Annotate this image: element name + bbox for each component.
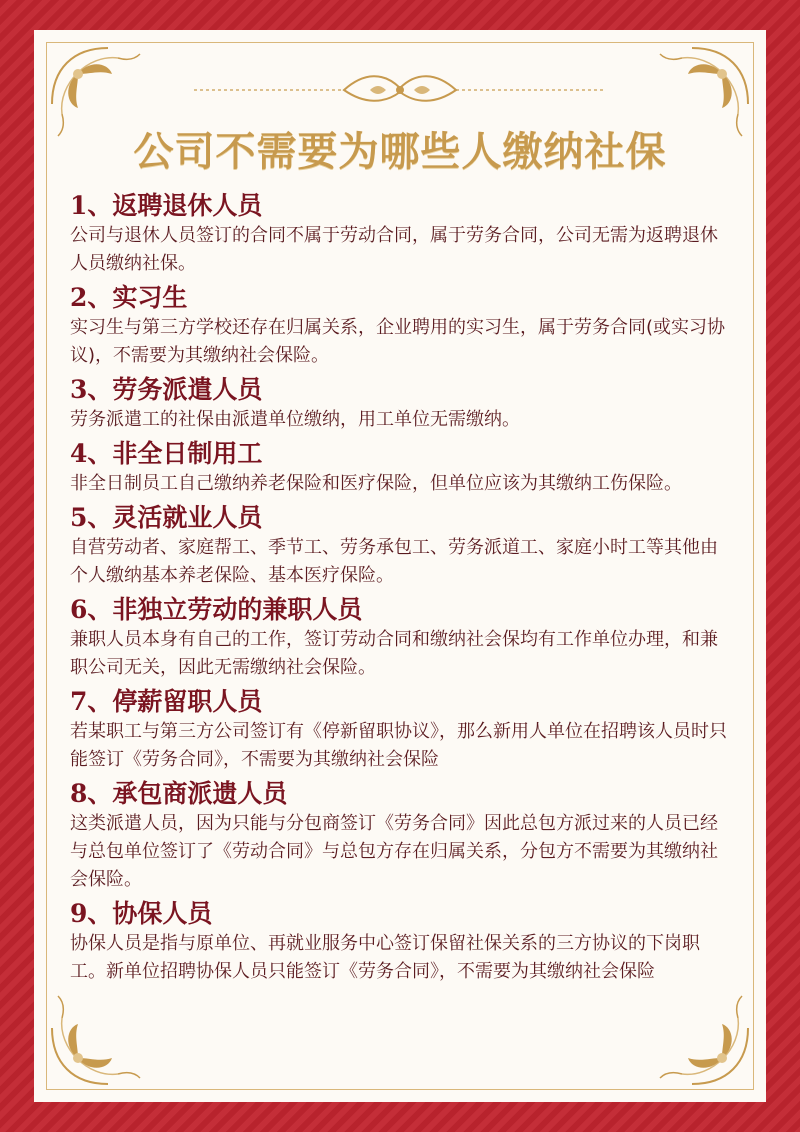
- section-heading: 6、非独立劳动的兼职人员: [70, 595, 363, 624]
- list-item: [70, 282, 735, 370]
- section-heading: 7、停薪留职人员: [70, 687, 263, 716]
- section-body: 非全日制员工自己缴纳养老保险和医疗保险，但单位应该为其缴纳工伤保险。: [70, 473, 682, 494]
- section-body: 公司与退休人员签订的合同不属于劳动合同，属于劳务合同，公司无需为返聘退休人员缴纳社保。: [70, 225, 718, 274]
- list-item: [70, 374, 735, 434]
- section-body: 若某职工与第三方公司签订有《停新留职协议》，那么新用人单位在招聘该人员时只能签订《劳务合同》，不需要为其缴纳社会保险: [70, 721, 727, 770]
- list-item: [70, 594, 735, 682]
- section-heading: 8、承包商派遗人员: [70, 779, 288, 808]
- list-item: [70, 438, 735, 498]
- list-item: [70, 190, 735, 278]
- list-item: [70, 898, 735, 986]
- section-heading: 4、非全日制用工: [70, 439, 263, 468]
- list-item: [70, 778, 735, 894]
- section-body: 劳务派遣工的社保由派遣单位缴纳，用工单位无需缴纳。: [70, 409, 520, 430]
- section-heading: 5、灵活就业人员: [70, 503, 263, 532]
- section-body: 实习生与第三方学校还存在归属关系，企业聘用的实习生，属于劳务合同(或实习协议)，不需要为其缴纳社会保险。: [70, 317, 726, 366]
- section-body: 这类派遣人员，因为只能与分包商签订《劳务合同》因此总包方派过来的人员已经与总包单位签订了《劳动合同》与总包方存在归属关系，分包方不需要为其缴纳社会保险。: [70, 813, 718, 890]
- section-heading: 9、协保人员: [70, 899, 213, 928]
- poster-paper: [34, 30, 766, 1102]
- section-body: 协保人员是指与原单位、再就业服务中心签订保留社保关系的三方协议的下岗职工。新单位招聘协保人员只能签订《劳务合同》，不需要为其缴纳社会保险: [70, 933, 700, 982]
- content-list: [70, 190, 735, 990]
- title-divider-icon: [194, 70, 606, 110]
- section-heading: 2、实习生: [70, 283, 188, 312]
- page-title: 公司不需要为哪些人缴纳社保: [133, 128, 667, 175]
- list-item: [70, 686, 735, 774]
- section-body: 自营劳动者、家庭帮工、季节工、劳务承包工、劳务派道工、家庭小时工等其他由个人缴纳基本养老保险、基本医疗保险。: [70, 537, 718, 586]
- section-heading: 1、返聘退休人员: [70, 191, 263, 220]
- section-body: 兼职人员本身有自己的工作，签订劳动合同和缴纳社会保均有工作单位办理，和兼职公司无关，因此无需缴纳社会保险。: [70, 629, 718, 678]
- list-item: [70, 502, 735, 590]
- section-heading: 3、劳务派遣人员: [70, 375, 263, 404]
